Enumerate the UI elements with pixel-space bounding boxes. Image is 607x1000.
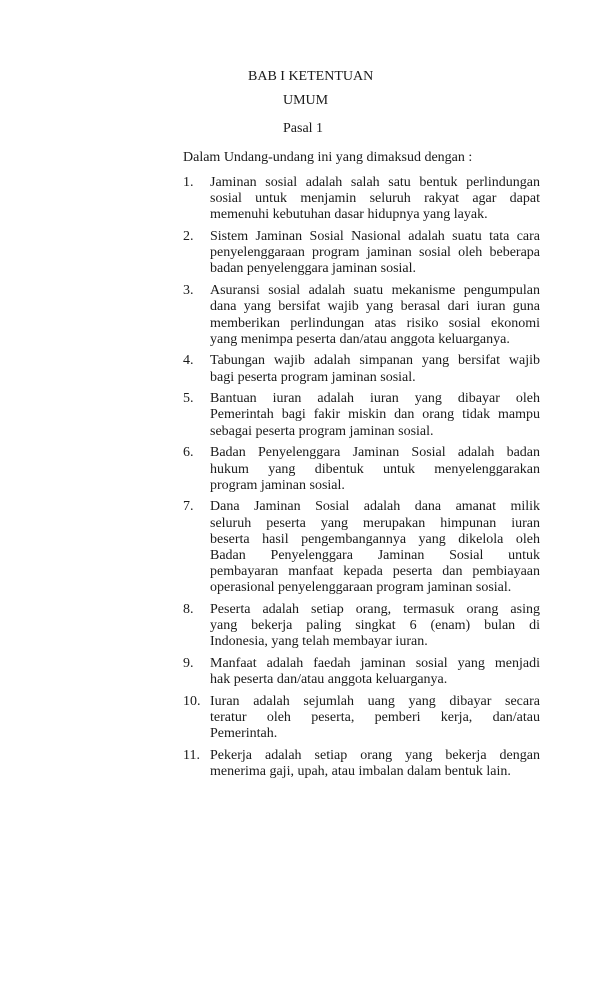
list-item — [183, 391, 540, 440]
item-number: 2. — [183, 229, 194, 245]
list-item — [183, 656, 540, 688]
list-item — [183, 694, 540, 743]
item-text-line: menerima gaji, upah, atau imbalan dalam bentuk lain. — [210, 764, 511, 780]
definitions-list — [183, 175, 540, 786]
list-item — [183, 499, 540, 596]
item-text-line: seluruh peserta yang merupakan himpunan iuran — [210, 515, 540, 531]
item-text-line: pembayaran manfaat kepada peserta dan pembiayaan — [210, 564, 540, 580]
list-item — [183, 602, 540, 651]
list-item — [183, 445, 540, 494]
chapter-subtitle: UMUM — [283, 93, 329, 108]
item-text-line: memenuhi kebutuhan dasar hidupnya yang layak. — [210, 207, 488, 223]
item-text-line: Bantuan iuran adalah iuran yang dibayar oleh — [210, 391, 540, 407]
item-number: 11. — [183, 748, 200, 763]
item-text-line: program jaminan sosial. — [210, 477, 345, 493]
item-text-line: badan penyelenggara jaminan sosial. — [210, 261, 417, 277]
item-number: 10. — [183, 693, 201, 709]
item-text-line: Badan Penyelenggara Jaminan Sosial adalah badan — [210, 445, 540, 461]
list-item — [183, 175, 540, 224]
item-number: 5. — [183, 391, 194, 407]
item-number: 9. — [183, 656, 194, 672]
item-text-line: Badan Penyelenggara Jaminan Sosial untuk — [210, 547, 540, 563]
item-number: 4. — [183, 353, 194, 369]
item-text-line: Asuransi sosial adalah suatu mekanisme pengumpulan — [210, 283, 540, 299]
item-text-line: Dana Jaminan Sosial adalah dana amanat milik — [210, 499, 540, 515]
item-text-line: beserta hasil pengembangannya yang dikelola oleh — [210, 531, 540, 547]
item-number: 7. — [183, 499, 194, 515]
list-item — [183, 748, 540, 780]
intro-text: Dalam Undang-undang ini yang dimaksud dengan : — [183, 150, 473, 165]
item-text-line: Manfaat adalah faedah jaminan sosial yang menjadi — [210, 656, 540, 672]
item-text-line: Sistem Jaminan Sosial Nasional adalah suatu tata cara — [210, 229, 540, 245]
article-heading: Pasal 1 — [283, 121, 324, 136]
item-text-line: yang menimpa peserta dan/atau anggota keluarganya. — [210, 331, 510, 347]
item-number: 1. — [183, 175, 194, 190]
item-text-line: Iuran adalah sejumlah uang yang dibayar secara — [210, 693, 540, 709]
item-text-line: Tabungan wajib adalah simpanan yang bersifat wajib — [210, 353, 540, 369]
item-text-line: penyelenggaraan program jaminan sosial oleh beberapa — [210, 245, 540, 261]
item-text-line: Peserta adalah setiap orang, termasuk orang asing — [210, 602, 540, 617]
item-text-line: memberikan perlindungan atas risiko sosial ekonomi — [210, 315, 540, 331]
item-number: 8. — [183, 602, 194, 617]
item-text-line: Jaminan sosial adalah salah satu bentuk perlindungan — [210, 175, 540, 190]
item-text-line: Pemerintah bagi fakir miskin dan orang tidak mampu — [210, 407, 540, 423]
chapter-heading: BAB I KETENTUAN — [248, 69, 374, 84]
item-text-line: sosial untuk menjamin seluruh rakyat agar dapat — [210, 191, 540, 207]
list-item — [183, 353, 540, 385]
list-item — [183, 229, 540, 278]
item-text-line: bagi peserta program jaminan sosial. — [210, 369, 416, 385]
item-text-line: hak peserta dan/atau anggota keluarganya. — [210, 672, 448, 688]
item-text-line: dana yang bersifat wajib yang berasal dari iuran guna — [210, 299, 540, 315]
item-text-line: operasional penyelenggaraan program jaminan sosial. — [210, 580, 512, 596]
item-text-line: Pemerintah. — [210, 726, 278, 742]
item-text-line: hukum yang dibentuk untuk menyelenggarakan — [210, 461, 540, 477]
item-text-line: Pekerja adalah setiap orang yang bekerja dengan — [210, 748, 540, 763]
item-number: 6. — [183, 445, 194, 461]
item-number: 3. — [183, 283, 194, 299]
item-text-line: Indonesia, yang telah membayar iuran. — [210, 634, 428, 650]
item-text-line: teratur oleh peserta, pemberi kerja, dan/atau — [210, 710, 540, 726]
item-text-line: yang bekerja paling singkat 6 (enam) bulan di — [210, 618, 540, 634]
list-item — [183, 283, 540, 348]
item-text-line: sebagai peserta program jaminan sosial. — [210, 423, 434, 439]
